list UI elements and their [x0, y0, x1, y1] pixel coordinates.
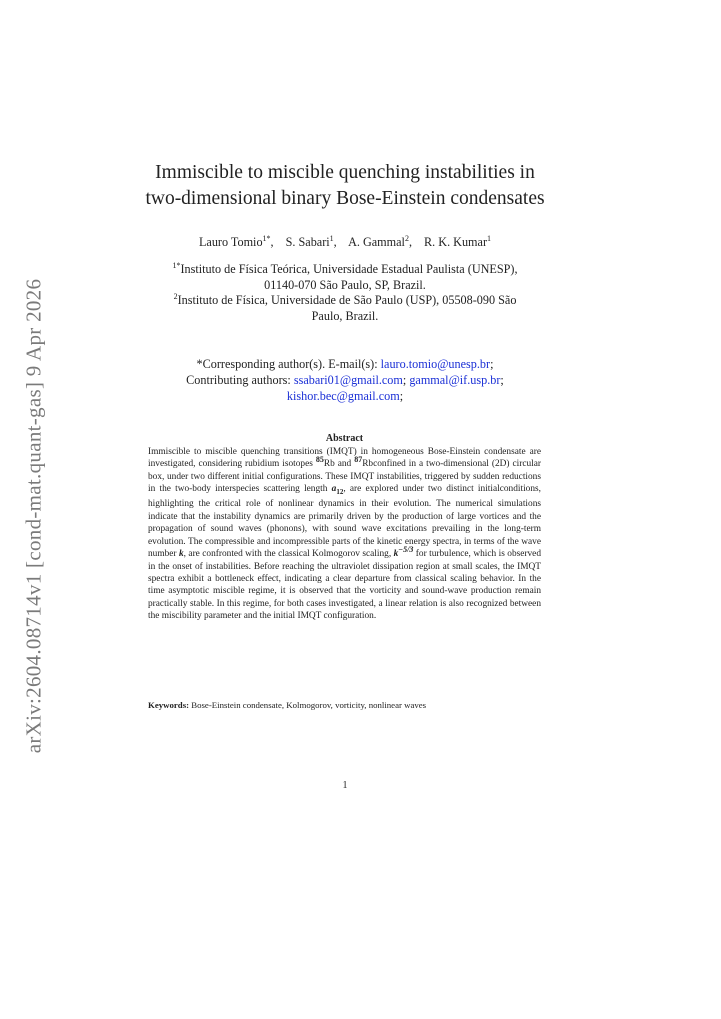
abstract-text: Rb and [323, 459, 355, 470]
affiliation-text: 01140-070 São Paulo, SP, Brazil. [264, 277, 426, 292]
kolmogorov-symbol: k [393, 549, 399, 560]
author-affiliation-marker: 2 [404, 233, 409, 243]
affiliation-2 [128, 293, 562, 324]
keywords-text: Bose-Einstein condensate, Kolmogorov, vorticity, nonlinear waves [189, 700, 427, 710]
page-number: 1 [342, 780, 348, 791]
separator: ; [402, 373, 410, 387]
author-affiliation-marker: 1 [487, 233, 492, 243]
arxiv-id-text: arXiv:2604.08714v1 [cond-mat.quant-gas] 9 Apr 2026 [21, 278, 46, 754]
scattering-length-symbol: a [331, 484, 337, 495]
abstract-text: Rbconfined in a two-dimensional (2D) circular box, under two different initial configurations. These IMQT instabilities, triggered by sudden reductions in the two-body interspecies scattering length [148, 459, 542, 495]
abstract-text: , are confronted with the classical Kolmogorov scaling, [183, 549, 394, 560]
title-line-2: two-dimensional binary Bose-Einstein condensates [145, 188, 545, 209]
paper-title [100, 160, 590, 212]
affiliation-marker: 2 [173, 291, 178, 301]
affiliation-marker: 1* [172, 260, 181, 270]
wave-number-symbol: k [178, 549, 184, 560]
correspondence-block [128, 356, 562, 404]
title-line-1: Immiscible to miscible quenching instabilities in [155, 162, 535, 183]
contributor-email-link[interactable]: ssabari01@gmail.com [293, 373, 403, 387]
abstract-text: , are explored under two distinct initialconditions, highlighting the critical role of nonlinear dynamics in their evolution. The numerical simulations indicate that the instability dynamics are primarily driven by the production of large vortices and the propagation of sound waves (phonons), with sound wave excitations prevailing in the long-term evolution. The compressible and incompressible parts of the kinetic energy spectra, in terms of the wave number [148, 484, 541, 560]
author-name: Lauro Tomio [198, 235, 263, 249]
author-list: Lauro Tomio$^{1*}$, S. Sabari$^1$, A. Gammal$^2$, R. K. Kumar$^1$ [198, 233, 492, 249]
affiliation-text: Instituto de Física Teórica, Universidade Estadual Paulista (UNESP), [180, 262, 518, 276]
contributing-label: Contributing authors: [186, 373, 294, 387]
corresponding-label: *Corresponding author(s). E-mail(s): [196, 357, 381, 371]
contributor-email-link[interactable]: kishor.bec@gmail.com [286, 389, 400, 403]
kolmogorov-exponent: −5/3 [398, 545, 414, 554]
separator: ; [399, 389, 404, 403]
keywords-line [148, 700, 541, 710]
arxiv-sidebar-stamp [14, 236, 54, 796]
separator: ; [500, 373, 504, 387]
separator: ; [490, 357, 494, 371]
abstract-body [148, 446, 541, 623]
isotope-mass-number: 87 [354, 455, 363, 465]
author-affiliation-marker: 1* [262, 233, 271, 243]
abstract-text: Immiscible to miscible quenching transitions (IMQT) in homogeneous Bose-Einstein condensate are investigated, considering rubidium isotopes [148, 447, 541, 470]
keywords-label: Keywords: [148, 700, 190, 710]
abstract-text: for turbulence, which is observed in the onset of instabilities. Before reaching the ultraviolet dissipation region at small scales, the IMQT spectra exhibit a bottleneck effect, indicating a clear departure from classical scaling behavior. In the time asymptotic miscible regime, it is observed that the vorticity and sound-wave production remain practically stable. In this regime, for both cases investigated, a linear relation is also recognized between the miscibility parameter and the initial IMQT configuration. [148, 549, 542, 622]
corresponding-email-link[interactable]: lauro.tomio@unesp.br [380, 357, 491, 371]
isotope-mass-number: 85 [315, 455, 324, 465]
author-affiliation-marker: 1 [329, 233, 334, 243]
author-name: A. Gammal [348, 235, 405, 249]
author-name: S. Sabari [285, 235, 330, 249]
author-name: R. K. Kumar [424, 235, 488, 249]
affiliation-1 [128, 262, 562, 293]
affiliation-text: Instituto de Física, Universidade de São Paulo (USP), 05508-090 São [177, 293, 517, 307]
abstract-heading: Abstract [325, 433, 364, 444]
affiliation-text: Paulo, Brazil. [311, 308, 379, 323]
contributor-email-link[interactable]: gammal@if.usp.br [409, 373, 501, 387]
scattering-length-subscript: 12 [336, 488, 344, 497]
